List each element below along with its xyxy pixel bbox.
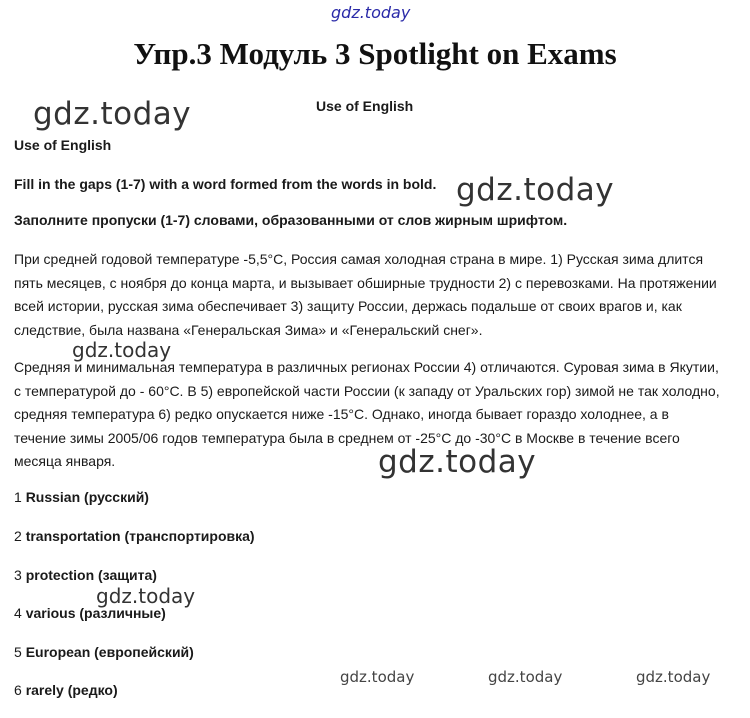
- answer-text: transportation (транспортировка): [25, 528, 255, 544]
- page-title: Упр.3 Модуль 3 Spotlight on Exams: [133, 36, 617, 71]
- page-subtitle: Use of English: [316, 98, 414, 114]
- answer-text: Russian (русский): [25, 489, 149, 505]
- watermark-small: gdz.today: [636, 668, 711, 686]
- section-label: Use of English: [14, 137, 112, 153]
- watermark-small: gdz.today: [340, 668, 415, 686]
- watermark-large: gdz.today: [456, 172, 615, 208]
- answer-item: [14, 605, 166, 621]
- answer-item: [14, 644, 194, 660]
- answer-text: protection (защита): [25, 567, 157, 583]
- answer-item: [14, 567, 157, 583]
- answer-item: [14, 489, 149, 505]
- answer-number: 5: [14, 644, 22, 660]
- text-paragraph-2: Средняя и минимальная температура в различных регионах России 4) отличаются. Суровая зима в Якутии, с температурой до - 60°C. В 5) европейской части России (к западу от Уральских гор) зимой не так холодно, средняя температура 6) редко опускается ниже -15°C. Однако, иногда бывает гораздо холоднее, а в течение зимы 2005/06 годов температура была в среднем от -25°C до -30°C в Москве в течение всего месяца января.: [14, 359, 720, 470]
- answer-number: 2: [14, 528, 22, 544]
- watermark-medium: gdz.today: [72, 338, 172, 362]
- instruction-russian: Заполните пропуски (1-7) словами, образованными от слов жирным шрифтом.: [14, 212, 568, 228]
- answer-number: 1: [14, 489, 22, 505]
- watermark-large: gdz.today: [33, 96, 192, 132]
- text-paragraph-1: При средней годовой температуре -5,5°C, Россия самая холодная страна в мире. 1) Русская зима длится пять месяцев, с ноября до конца марта, и вызывает обширные трудности 2) с перевозками. На протяжении всей истории, русская зима обеспечивает 3) защиту России, держась подальше от своих врагов и, как следствие, была названа «Генеральская Зима» и «Генеральский снег».: [14, 251, 717, 338]
- watermark-large: gdz.today: [378, 444, 537, 480]
- instruction-english: Fill in the gaps (1-7) with a word formed from the words in bold.: [14, 176, 437, 192]
- watermark-medium: gdz.today: [96, 584, 196, 608]
- answer-number: 3: [14, 567, 22, 583]
- answer-item: [14, 682, 118, 698]
- watermark-top: gdz.today: [331, 3, 411, 22]
- answer-number: 6: [14, 682, 22, 698]
- watermark-small: gdz.today: [488, 668, 563, 686]
- answer-item: [14, 528, 255, 544]
- answer-text: rarely (редко): [25, 682, 118, 698]
- answer-number: 4: [14, 605, 22, 621]
- answer-text: various (различные): [25, 605, 166, 621]
- answer-text: European (европейский): [25, 644, 194, 660]
